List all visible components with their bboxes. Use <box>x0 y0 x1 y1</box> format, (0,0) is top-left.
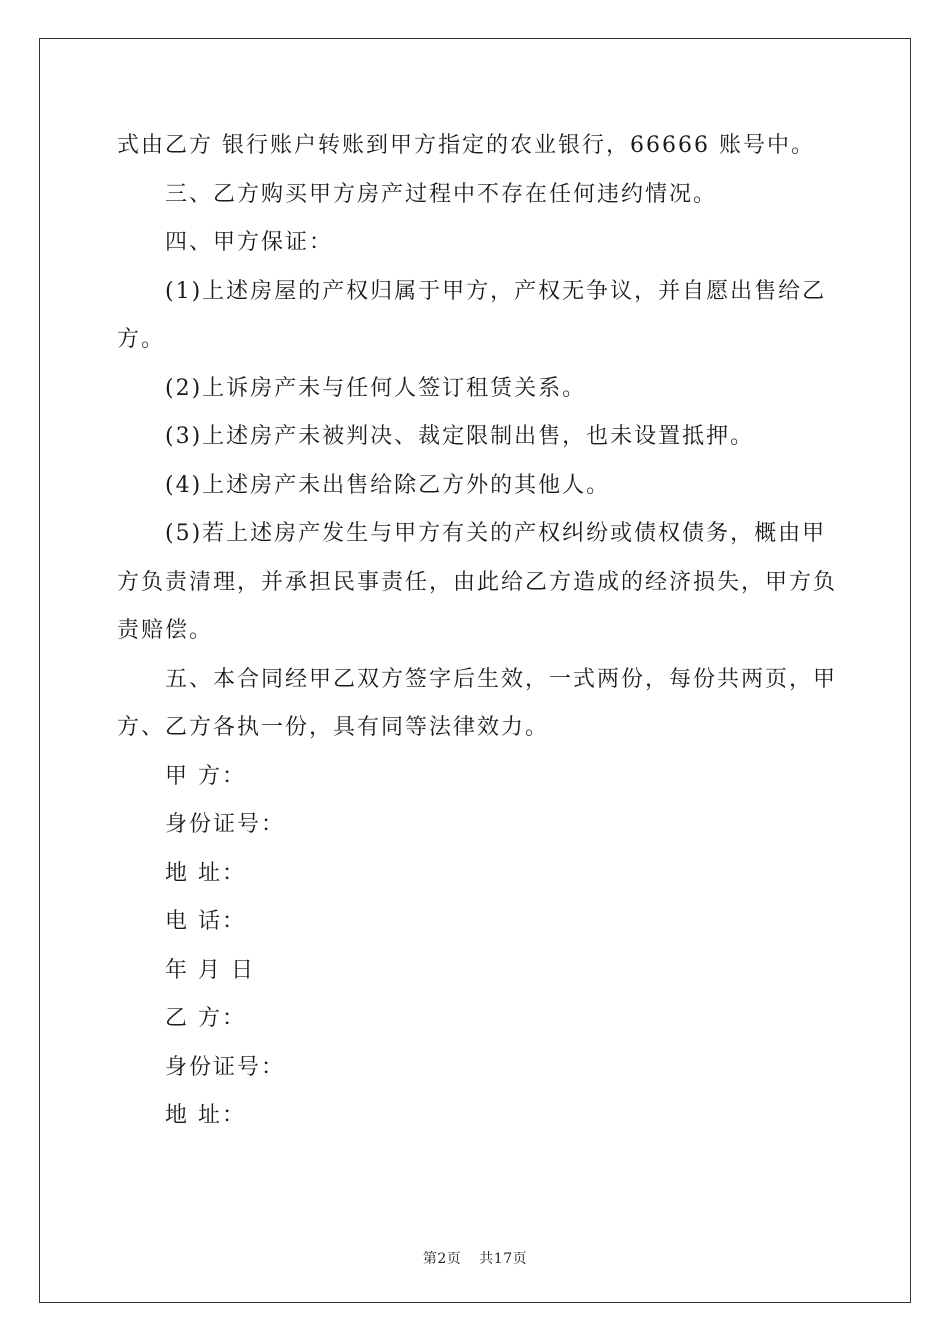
document-body <box>117 122 837 1141</box>
signature-date-label: 年 月 日 <box>165 957 255 983</box>
paragraph-party-a-guarantee-heading: 四、甲方保证： <box>165 230 334 255</box>
page-footer <box>0 1248 950 1268</box>
paragraph-contract-effect: 五、本合同经甲乙双方签字后生效，一式两份，每份共两页，甲方、乙方各执一份，具有同等法律效力。 <box>117 666 838 740</box>
paragraph-no-breach: 三、乙方购买甲方房产过程中不存在任何违约情况。 <box>165 181 718 207</box>
signature-party-b-address-label: 地 址： <box>165 1103 246 1128</box>
paragraph-guarantee-1: (1)上述房屋的产权归属于甲方，产权无争议，并自愿出售给乙方。 <box>117 278 827 352</box>
signature-party-a-label: 甲 方： <box>165 763 246 789</box>
signature-party-b-label: 乙 方： <box>165 1006 246 1031</box>
paragraph-guarantee-4: (4)上述房产未出售给除乙方外的其他人。 <box>165 472 611 498</box>
signature-party-a-id-label: 身份证号： <box>165 812 286 837</box>
signature-party-a-phone-label: 电 话： <box>165 909 246 934</box>
signature-party-a-address-label: 地 址： <box>165 860 246 886</box>
paragraph-guarantee-2: (2)上诉房产未与任何人签订租赁关系。 <box>165 375 587 401</box>
page-number-total: 共17页 <box>479 1251 528 1267</box>
paragraph-payment-continuation: 式由乙方 银行账户转账到甲方指定的农业银行，66666 账号中。 <box>117 133 815 158</box>
paragraph-guarantee-3: (3)上述房产未被判决、裁定限制出售，也未设置抵押。 <box>165 424 755 449</box>
page-number-current: 第2页 <box>422 1251 462 1267</box>
paragraph-guarantee-5: (5)若上述房产发生与甲方有关的产权纠纷或债权债务，概由甲方负责清理，并承担民事责任，由此给乙方造成的经济损失，甲方负责赔偿。 <box>117 521 838 643</box>
signature-party-b-id-label: 身份证号： <box>165 1054 286 1080</box>
